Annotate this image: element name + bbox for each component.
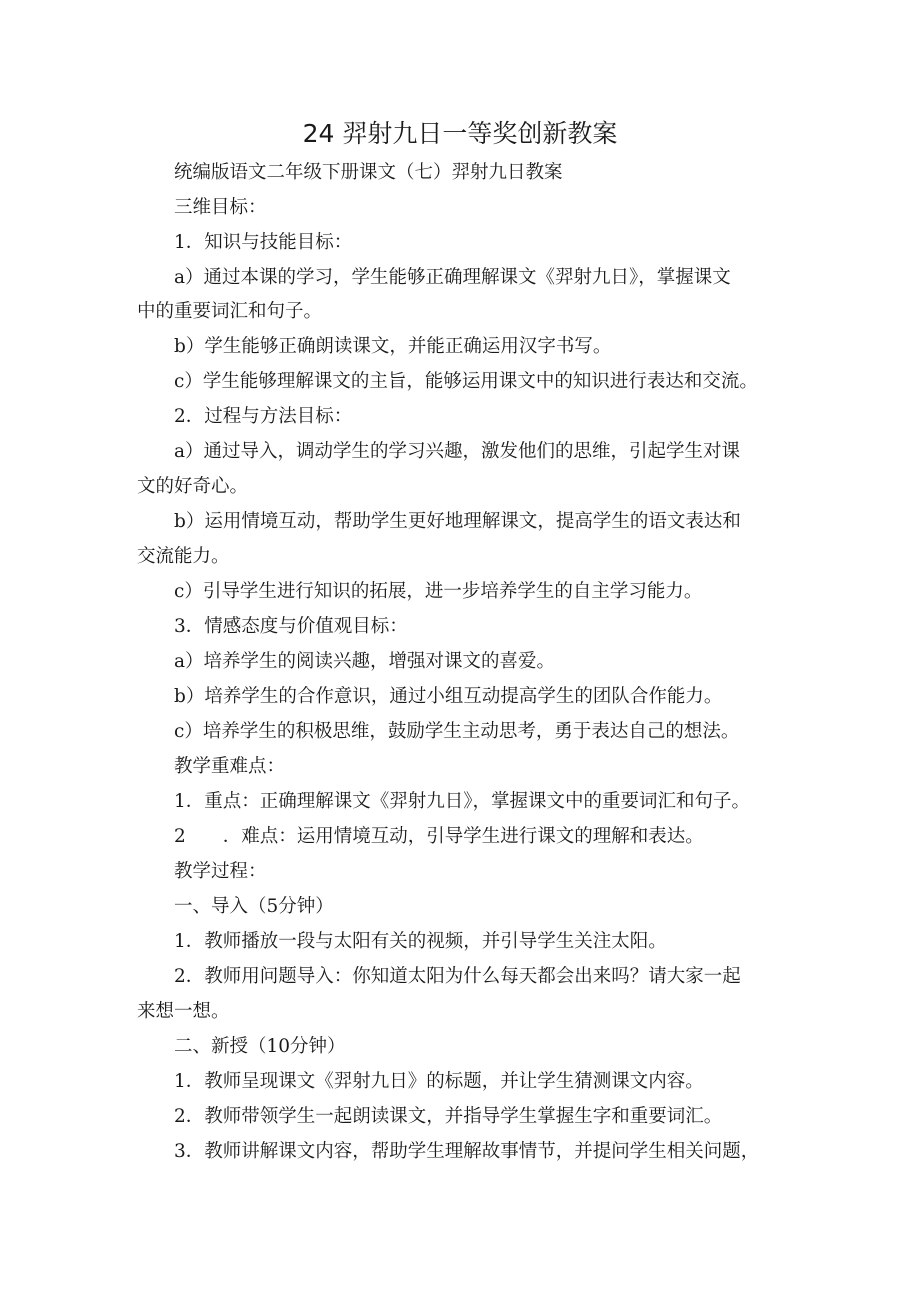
text-line: 1．教师播放一段与太阳有关的视频，并引导学生关注太阳。 — [174, 931, 667, 952]
text-line: 一、导入（5分钟） — [174, 896, 334, 917]
text-line: b）运用情境互动，帮助学生更好地理解课文，提高学生的语文表达和 — [174, 511, 741, 532]
text-line: 1．知识与技能目标： — [174, 232, 353, 253]
text-line: 2．教师带领学生一起朗读课文，并指导学生掌握生字和重要词汇。 — [174, 1106, 723, 1127]
text-line: 3．教师讲解课文内容，帮助学生理解故事情节，并提问学生相关问题， — [174, 1141, 760, 1162]
text-line: 1．重点：正确理解课文《羿射九日》，掌握课文中的重要词汇和句子。 — [174, 791, 751, 812]
text-line: 来想一想。 — [137, 1001, 230, 1022]
text-line: c）学生能够理解课文的主旨，能够运用课文中的知识进行表达和交流。 — [174, 371, 758, 392]
text-line: a）通过导入，调动学生的学习兴趣，激发他们的思维，引起学生对课 — [174, 441, 741, 462]
text-line: a）培养学生的阅读兴趣，增强对课文的喜爱。 — [174, 651, 556, 672]
text-line: 文的好奇心。 — [137, 476, 249, 497]
text-line: 1．教师呈现课文《羿射九日》的标题，并让学生猜测课文内容。 — [174, 1071, 704, 1092]
text-line: c）培养学生的积极思维，鼓励学生主动思考，勇于表达自己的想法。 — [174, 721, 740, 742]
text-line: 教学过程： — [174, 861, 267, 882]
text-line: 2 ．难点：运用情境互动，引导学生进行课文的理解和表达。 — [174, 826, 704, 847]
document-title: 24 羿射九日一等奖创新教案 — [302, 119, 618, 148]
text-line: c）引导学生进行知识的拓展，进一步培养学生的自主学习能力。 — [174, 581, 703, 602]
text-line: 三维目标： — [174, 197, 267, 218]
text-line: 2．过程与方法目标： — [174, 406, 353, 427]
text-line: 2．教师用问题导入：你知道太阳为什么每天都会出来吗？请大家一起 — [174, 966, 741, 987]
text-line: b）培养学生的合作意识，通过小组互动提高学生的团队合作能力。 — [174, 686, 723, 707]
text-line: 交流能力。 — [137, 546, 230, 567]
text-line: 3．情感态度与价值观目标： — [174, 616, 408, 637]
text-line: b）学生能够正确朗读课文，并能正确运用汉字书写。 — [174, 336, 612, 357]
text-line: 中的重要词汇和句子。 — [137, 301, 323, 322]
text-line: 教学重难点： — [174, 756, 286, 777]
text-line: 统编版语文二年级下册课文（七）羿射九日教案 — [174, 162, 563, 183]
text-line: a）通过本课的学习，学生能够正确理解课文《羿射九日》，掌握课文 — [174, 267, 731, 288]
text-line: 二、新授（10分钟） — [174, 1036, 346, 1057]
